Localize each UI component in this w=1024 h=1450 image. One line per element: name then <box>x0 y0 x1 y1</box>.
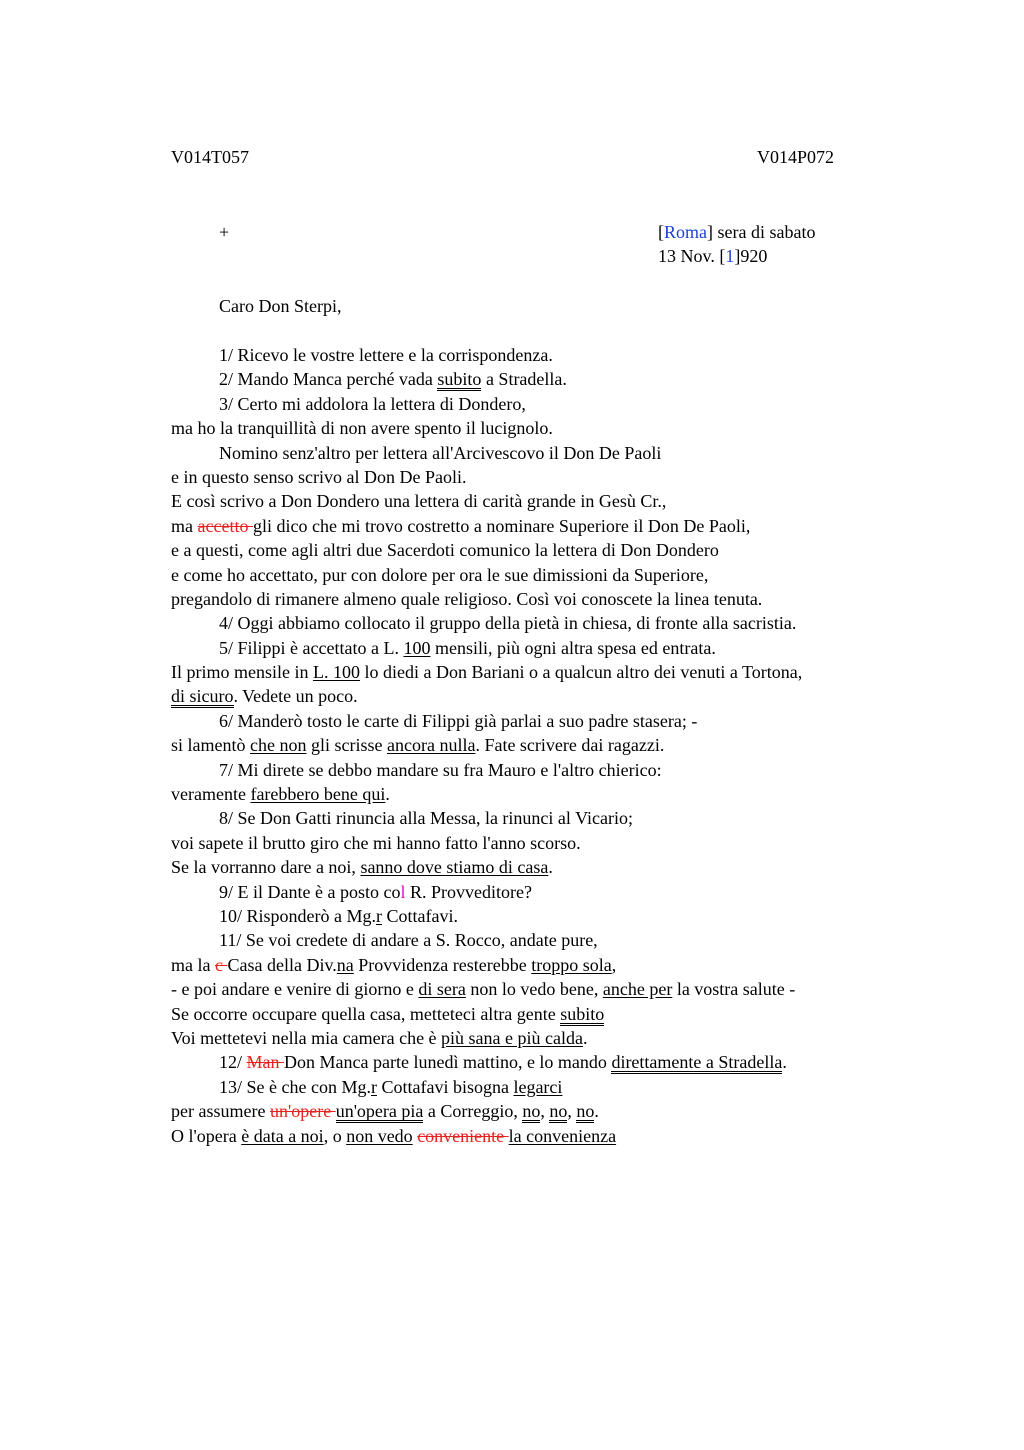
double-underline: no <box>549 1101 568 1122</box>
place-name: Roma <box>664 222 707 242</box>
text-line: 7/ Mi direte se debbo mandare su fra Mauro e l'altro chierico: <box>219 759 662 780</box>
text-line: ma la c Casa della Div.na Provvidenza resterebbe troppo sola, <box>171 954 617 975</box>
text-line: ma ho la tranquillità di non avere spento il lucignolo. <box>171 418 553 439</box>
text-line: E così scrivo a Don Dondero una lettera di carità grande in Gesù Cr., <box>171 491 667 512</box>
text-line: 9/ E il Dante è a posto col R. Provveditore? <box>219 881 532 902</box>
underline: sanno dove stiamo di casa <box>360 857 549 878</box>
underline: 100 <box>403 637 431 658</box>
header-left-code: V014T057 <box>171 147 249 167</box>
deletion: conveniente <box>417 1125 509 1146</box>
letter-body <box>171 343 911 1148</box>
text-line: Il primo mensile in L. 100 lo diedi a Don Bariani o a qualcun altro dei venuti a Tortona, <box>171 662 803 683</box>
deletion: accetto <box>197 515 253 536</box>
text-line: O l'opera è data a noi, o non vedo conveniente la convenienza <box>171 1125 617 1146</box>
text-line: 3/ Certo mi addolora la lettera di Dondero, <box>219 393 526 414</box>
double-underline: no <box>576 1101 595 1122</box>
text-line: 4/ Oggi abbiamo collocato il gruppo della pietà in chiesa, di fronte alla sacristia. <box>219 613 797 634</box>
text-line: Voi mettetevi nella mia camera che è più sana e più calda. <box>171 1027 588 1048</box>
highlight-letter: l <box>400 881 406 902</box>
date-part: ]920 <box>734 246 768 266</box>
date-editorial: 1 <box>725 246 735 266</box>
underline: r <box>370 1076 377 1097</box>
text-line: 6/ Manderò tosto le carte di Filippi già parlai a suo padre stasera; - <box>219 710 698 731</box>
text-line: ma accetto gli dico che mi trovo costretto a nominare Superiore il Don De Paoli, <box>171 515 751 536</box>
underline: na <box>336 954 354 975</box>
text-line: Se la vorranno dare a noi, sanno dove stiamo di casa. <box>171 857 553 878</box>
text-line: 2/ Mando Manca perché vada subito a Stradella. <box>219 369 567 390</box>
text-line: 12/ Man Don Manca parte lunedì mattino, e lo mando direttamente a Stradella. <box>219 1052 787 1073</box>
bracket: [ <box>658 222 664 242</box>
underline: legarci <box>513 1076 563 1097</box>
bracket: ] <box>707 222 713 242</box>
deletion: un'opere <box>269 1101 336 1122</box>
text-line: si lamentò che non gli scrisse ancora nulla. Fate scrivere dai ragazzi. <box>171 735 665 756</box>
text-line: 5/ Filippi è accettato a L. 100 mensili, più ogni altra spesa ed entrata. <box>219 637 716 658</box>
underline: non vedo <box>346 1125 413 1146</box>
text-line: Nomino senz'altro per lettera all'Arcivescovo il Don De Paoli <box>219 442 662 463</box>
underline: farebbero bene qui <box>250 784 386 805</box>
text-line: e a questi, come agli altri due Sacerdoti comunico la lettera di Don Dondero <box>171 540 719 561</box>
date-part: 13 Nov. [ <box>658 246 726 266</box>
underline: la convenienza <box>508 1125 617 1146</box>
underline: di sera <box>418 979 466 1000</box>
text-line: e in questo senso scrivo al Don De Paoli. <box>171 466 467 487</box>
text-line: 1/ Ricevo le vostre lettere e la corrispondenza. <box>219 345 553 365</box>
double-underline: un'opera pia <box>335 1101 424 1122</box>
underline: ancora nulla <box>386 735 476 756</box>
text-line: 11/ Se voi credete di andare a S. Rocco, andate pure, <box>219 930 598 951</box>
text-line: per assumere un'opere un'opera pia a Correggio, no, no, no. <box>171 1101 599 1122</box>
double-underline: subito <box>437 369 482 390</box>
text-line: Se occorre occupare quella casa, metteteci altra gente subito <box>171 1003 605 1024</box>
text-line: e come ho accettato, pur con dolore per ora le sue dimissioni da Superiore, <box>171 564 709 585</box>
underline: anche per <box>602 979 673 1000</box>
text-line: 8/ Se Don Gatti rinuncia alla Messa, la rinunci al Vicario; <box>219 808 633 829</box>
text-line: di sicuro. Vedete un poco. <box>171 686 358 707</box>
underline: più sana e più calda <box>441 1027 583 1048</box>
header-right-code: V014P072 <box>757 147 835 167</box>
text-line: pregandolo di rimanere almeno quale religioso. Così voi conoscete la linea tenuta. <box>171 588 763 609</box>
place-line <box>658 220 815 244</box>
double-underline: subito <box>560 1003 605 1024</box>
underline: che non <box>250 735 307 756</box>
cross-mark: + <box>219 222 230 242</box>
date-line <box>658 244 767 268</box>
text-line: 13/ Se è che con Mg.r Cottafavi bisogna legarci <box>219 1076 563 1097</box>
deletion: c <box>214 954 228 975</box>
text-line: 10/ Risponderò a Mg.r Cottafavi. <box>219 905 458 926</box>
underline: r <box>376 905 382 926</box>
underline: L. 100 <box>312 662 360 683</box>
double-underline: di sicuro <box>171 686 234 707</box>
double-underline: no <box>522 1101 541 1122</box>
text-line: veramente farebbero bene qui. <box>171 784 390 805</box>
deletion: Man <box>246 1052 285 1073</box>
salutation: Caro Don Sterpi, <box>219 296 342 316</box>
underline: troppo sola <box>531 954 612 975</box>
text-line: voi sapete il brutto giro che mi hanno fatto l'anno scorso. <box>171 832 581 853</box>
text-line: - e poi andare e venire di giorno e di sera non lo vedo bene, anche per la vostra salute - <box>171 979 796 1000</box>
underline: è data a noi <box>241 1125 324 1146</box>
double-underline: direttamente a Stradella <box>611 1052 783 1073</box>
place-rest: sera di sabato <box>713 222 816 242</box>
